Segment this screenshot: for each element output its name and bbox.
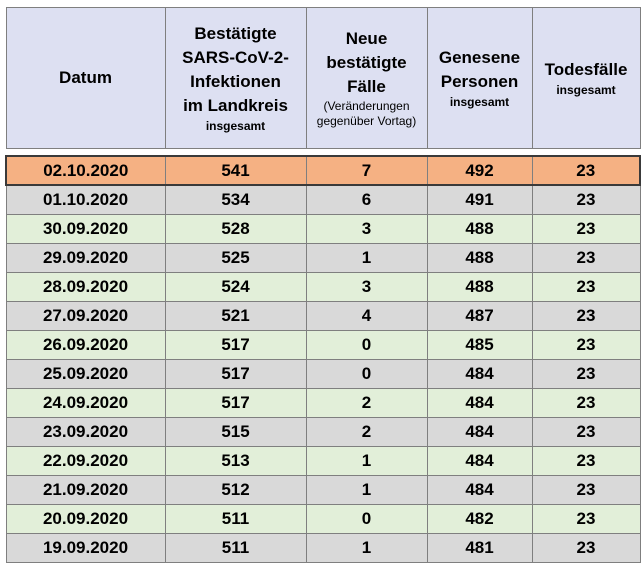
cell-infektionen: 524: [165, 273, 306, 302]
header-genesene: Genesene Personen insgesamt: [427, 8, 532, 149]
table-row: [6, 389, 640, 418]
cell-neue-faelle: 3: [306, 273, 427, 302]
cell-neue-faelle: 3: [306, 215, 427, 244]
cell-infektionen: 517: [165, 389, 306, 418]
cell-neue-faelle: 2: [306, 389, 427, 418]
cell-todesfaelle: 23: [532, 331, 640, 360]
cell-genesene: 485: [427, 331, 532, 360]
cell-datum: 01.10.2020: [6, 185, 165, 215]
cell-neue-faelle: 0: [306, 505, 427, 534]
cell-neue-faelle: 7: [306, 156, 427, 185]
cell-genesene: 488: [427, 273, 532, 302]
table-row: [6, 331, 640, 360]
table-row: [6, 273, 640, 302]
cell-todesfaelle: 23: [532, 418, 640, 447]
cell-datum: 20.09.2020: [6, 505, 165, 534]
table-body: [6, 156, 640, 563]
cell-infektionen: 541: [165, 156, 306, 185]
header-spacer: [6, 149, 640, 157]
table-row: [6, 534, 640, 563]
cell-genesene: 484: [427, 447, 532, 476]
cell-todesfaelle: 23: [532, 505, 640, 534]
covid-statistics-table-container: [5, 7, 641, 563]
table-row: [6, 418, 640, 447]
cell-infektionen: 521: [165, 302, 306, 331]
cell-genesene: 482: [427, 505, 532, 534]
cell-datum: 30.09.2020: [6, 215, 165, 244]
cell-datum: 21.09.2020: [6, 476, 165, 505]
cell-datum: 02.10.2020: [6, 156, 165, 185]
cell-datum: 29.09.2020: [6, 244, 165, 273]
cell-infektionen: 511: [165, 534, 306, 563]
table-row: [6, 447, 640, 476]
cell-datum: 26.09.2020: [6, 331, 165, 360]
cell-neue-faelle: 1: [306, 476, 427, 505]
cell-infektionen: 525: [165, 244, 306, 273]
cell-todesfaelle: 23: [532, 156, 640, 185]
header-infektionen: Bestätigte SARS-CoV-2- Infektionen im Landkreis insgesamt: [165, 8, 306, 149]
cell-infektionen: 513: [165, 447, 306, 476]
cell-neue-faelle: 6: [306, 185, 427, 215]
cell-todesfaelle: 23: [532, 389, 640, 418]
cell-neue-faelle: 0: [306, 360, 427, 389]
cell-todesfaelle: 23: [532, 360, 640, 389]
cell-genesene: 484: [427, 389, 532, 418]
cell-infektionen: 517: [165, 360, 306, 389]
cell-todesfaelle: 23: [532, 302, 640, 331]
cell-genesene: 488: [427, 244, 532, 273]
cell-infektionen: 517: [165, 331, 306, 360]
cell-todesfaelle: 23: [532, 447, 640, 476]
cell-datum: 19.09.2020: [6, 534, 165, 563]
table-row: [6, 244, 640, 273]
cell-todesfaelle: 23: [532, 215, 640, 244]
covid-statistics-table: [5, 7, 641, 563]
cell-infektionen: 528: [165, 215, 306, 244]
cell-genesene: 484: [427, 476, 532, 505]
cell-datum: 25.09.2020: [6, 360, 165, 389]
table-header: [6, 8, 640, 157]
cell-datum: 28.09.2020: [6, 273, 165, 302]
cell-neue-faelle: 4: [306, 302, 427, 331]
cell-neue-faelle: 1: [306, 534, 427, 563]
cell-genesene: 481: [427, 534, 532, 563]
cell-neue-faelle: 1: [306, 244, 427, 273]
cell-infektionen: 512: [165, 476, 306, 505]
cell-genesene: 487: [427, 302, 532, 331]
table-row: [6, 476, 640, 505]
cell-neue-faelle: 0: [306, 331, 427, 360]
cell-genesene: 484: [427, 418, 532, 447]
cell-datum: 23.09.2020: [6, 418, 165, 447]
cell-todesfaelle: 23: [532, 534, 640, 563]
table-row: [6, 185, 640, 215]
table-row: [6, 215, 640, 244]
cell-todesfaelle: 23: [532, 476, 640, 505]
cell-datum: 22.09.2020: [6, 447, 165, 476]
cell-datum: 24.09.2020: [6, 389, 165, 418]
header-todesfaelle: Todesfälle insgesamt: [532, 8, 640, 149]
cell-neue-faelle: 2: [306, 418, 427, 447]
cell-todesfaelle: 23: [532, 273, 640, 302]
table-row: [6, 505, 640, 534]
cell-todesfaelle: 23: [532, 244, 640, 273]
table-row-highlighted: [6, 156, 640, 185]
table-row: [6, 360, 640, 389]
cell-datum: 27.09.2020: [6, 302, 165, 331]
cell-genesene: 484: [427, 360, 532, 389]
cell-neue-faelle: 1: [306, 447, 427, 476]
cell-genesene: 491: [427, 185, 532, 215]
cell-genesene: 492: [427, 156, 532, 185]
cell-infektionen: 511: [165, 505, 306, 534]
cell-genesene: 488: [427, 215, 532, 244]
header-datum: Datum: [6, 8, 165, 149]
header-neue-faelle: Neue bestätigte Fälle (Veränderungen gegenüber Vortag): [306, 8, 427, 149]
cell-infektionen: 534: [165, 185, 306, 215]
cell-infektionen: 515: [165, 418, 306, 447]
table-row: [6, 302, 640, 331]
cell-todesfaelle: 23: [532, 185, 640, 215]
